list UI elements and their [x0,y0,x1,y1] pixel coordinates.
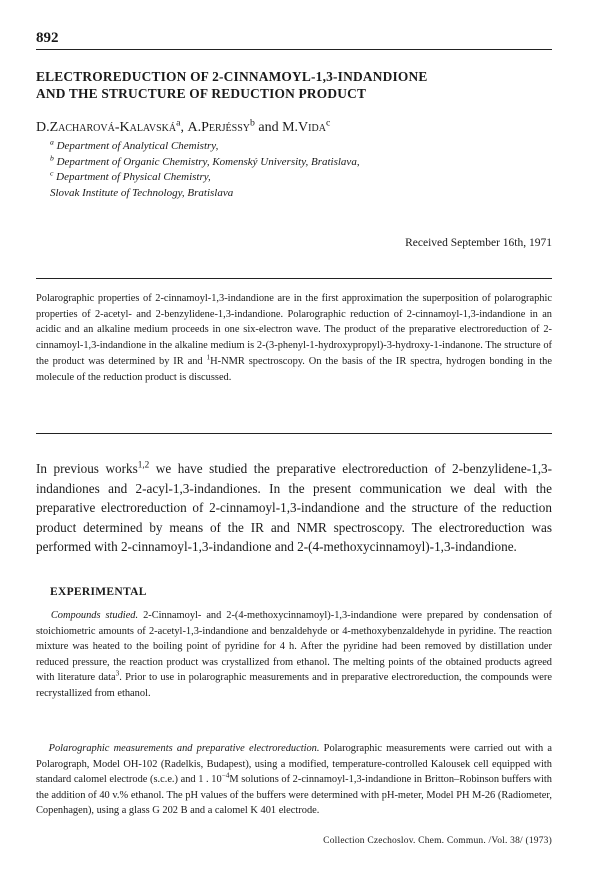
abstract [36,291,552,385]
paragraph-1-reference: 3 [115,669,120,678]
author-list: D.Zacharová-Kalavská$^a$, A.Perjéssy$^b$ and M.Vida$^c$ [36,117,331,135]
abstract-superscript: 1 [206,353,211,362]
paragraph-2-lead: Polarographic measurements and preparative electroreduction. [48,743,320,754]
introduction-paragraph [36,459,552,557]
affiliation-text: Department of Physical Chemistry, [56,171,211,183]
affiliation-mark: a [50,137,54,147]
intro-reference: 1,2 [137,459,150,470]
abstract-bottom-rule [36,433,552,434]
author-3: M.Vida [282,120,326,135]
affiliation-mark: b [50,152,54,162]
affiliation-list [50,139,360,201]
paragraph-1-lead: Compounds studied. [50,610,139,621]
experimental-paragraph-1 [36,608,552,702]
author-2-mark: b [249,117,255,129]
abstract-text-continued: H-NMR spectroscopy. On the basis of the IR spectra, hydrogen bonding in the molecule of the reduction product is discussed. [36,355,552,383]
paragraph-2-superscript: −4 [221,771,230,780]
paragraph-1-text-continued: . Prior to use in polarographic measurements and in preparative electroreduction, the compounds were recrystallized from ethanol. [36,672,552,699]
affiliation-line [50,186,360,202]
paragraph-2-text: Polarographic measurements were carried out with a Polarograph, Model OH-102 (Radelkis, Budapest), using a modified, temperature-controlled Kalousek cell equipped with standard calomel electrode (s.c.e.) and 1 . 10 [36,743,552,786]
paragraph-1-text: 2-Cinnamoyl- and 2-(4-methoxycinnamoyl)-1,3-indandione were prepared by condensation of stoichiometric amounts of 2-acetyl-1,3-indandione and benzaldehyde or 4-methoxybenzaldehyde in pyridine. The reaction mixture was heated to the boiling point of pyridine for 4 h. After the pyridine had been removed by distillation under reduced pressure, the reaction product was crystallized from ethanol. The melting points of the obtained products agreed with literature data [36,610,552,684]
title-line-2: AND THE STRUCTURE OF REDUCTION PRODUCT [36,86,367,101]
affiliation-text: Department of Organic Chemistry, Komenský University, Bratislava, [56,155,360,168]
affiliation-text: Slovak Institute of Technology, Bratislava [50,186,234,199]
author-1-mark: a [176,117,181,129]
page-number: 892 [36,30,59,46]
affiliation-line [50,170,360,186]
article-title [36,68,556,102]
intro-text: In previous works [36,461,138,476]
affiliation-line [50,139,360,155]
section-heading: EXPERIMENTAL [50,586,147,598]
author-3-mark: c [325,117,331,129]
affiliation-mark: c [50,168,54,178]
abstract-text: Polarographic properties of 2-cinnamoyl-1,3-indandione are in the first approximation the superposition of polarographic properties of 2-acetyl- and 2-benzylidene-1,3-indandione. Polarographic reduction of 2-cinnamoyl-1,3-indandione in an acidic and an alkaline medium proceeds in one six-electron wave. The product of the preparative electroreduction of 2-cinnamoyl-1,3-indandione in the alkaline medium is 2-(3-phenyl-1-hydroxypropyl)-3-hydroxy-1-indanone. The structure of the product was determined by IR and [36,293,552,367]
abstract-top-rule [36,278,552,279]
header-rule [36,49,552,50]
affiliation-text: Department of Analytical Chemistry, [56,140,219,152]
paragraph-2-text-continued: M solutions of 2-cinnamoyl-1,3-indandione in Britton–Robinson buffers with the addition of 40 v.% ethanol. The pH values of the buffers were determined with pH-meter, Model PH M-26 (Radiometer, Copenhagen), using a glass G 202 B and a calomel K 401 electrode. [36,774,552,817]
author-2: A.Perjéssy [187,120,250,135]
received-date: Received September 16th, 1971 [405,237,552,249]
affiliation-line [50,152,360,171]
author-conjunction: and [258,120,279,135]
journal-footer: Collection Czechoslov. Chem. Commun. /Vol. 38/ (1973) [323,836,552,846]
intro-text-continued: we have studied the preparative electroreduction of 2-benzylidene-1,3-indandiones and 2-acyl-1,3-indandiones. In the present communication we deal with the preparative electroreduction of 2-cinnamoyl-1,3-indandione and the structure of the reduction product determined by means of the IR and NMR spectroscopy. The electroreduction was performed with 2-cinnamoyl-1,3-indandione and 2-(4-methoxycinnamoyl)-1,3-indandione. [36,461,552,555]
author-1: D.Zacharová-Kalavská [36,120,177,135]
title-line-1: ELECTROREDUCTION OF 2-CINNAMOYL-1,3-INDANDIONE [36,69,428,84]
experimental-paragraph-2 [36,741,552,819]
